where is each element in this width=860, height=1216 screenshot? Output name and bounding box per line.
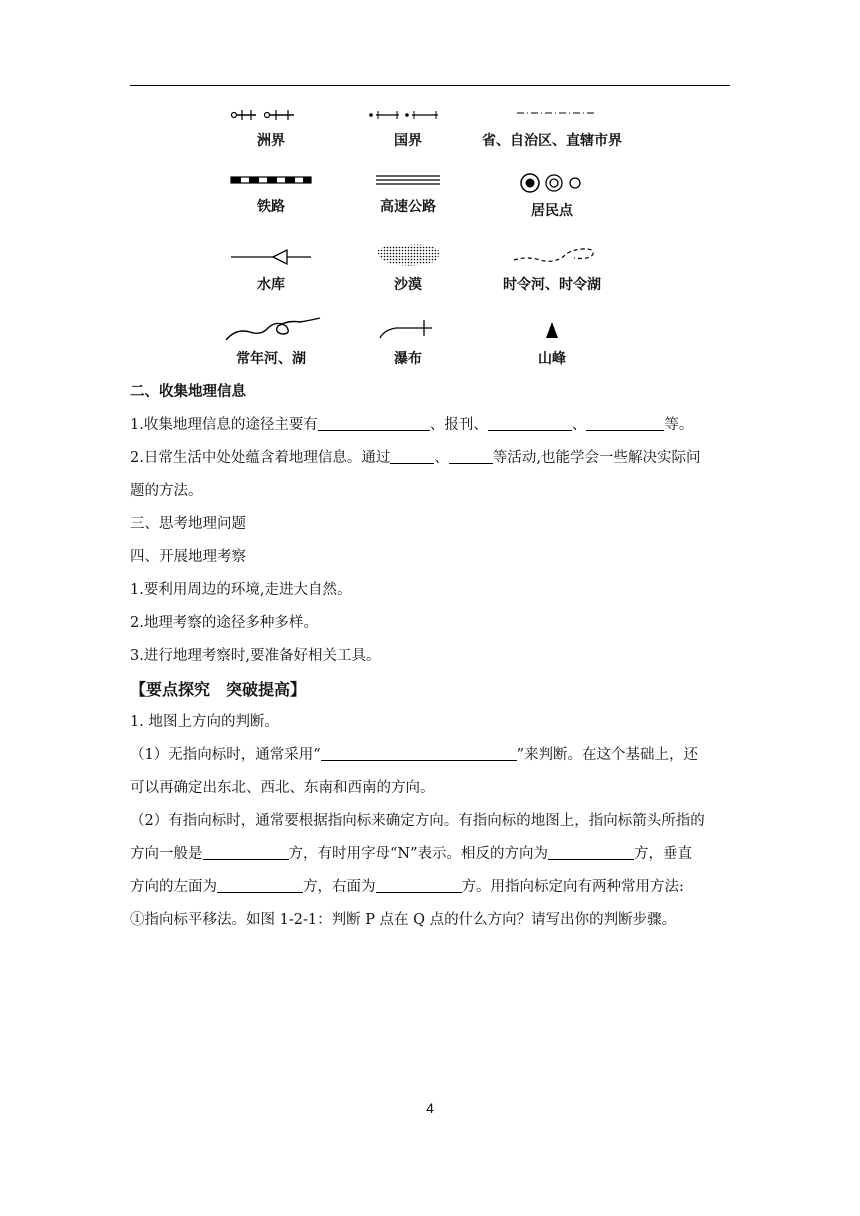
legend-settlement [462,170,642,220]
paragraph-2-line3 [130,871,732,904]
text: 方。用指向标定向有两种常用方法: [461,879,684,895]
question-1 [130,409,732,442]
railway-symbol [221,170,321,192]
legend-provincial-boundary [462,104,642,150]
reservoir-symbol [221,244,321,270]
text: 等活动,也能学会一些解决实际问 [492,450,701,466]
paragraph-3: ①指向标平移法。如图 1-2-1：判断 P 点在 Q 点的什么方向？请写出你的判断步骤。 [130,912,677,928]
answer-blank[interactable] [586,414,664,431]
legend-peak [462,314,642,368]
text: 方，垂直 [634,846,693,862]
answer-blank[interactable] [390,447,434,464]
text: （1）无指向标时，通常采用“ [130,747,321,763]
paragraph-1-cont: 可以再确定出东北、西北、东南和西南的方向。 [130,780,435,796]
settlement-symbol [512,170,592,196]
answer-blank[interactable] [548,843,634,860]
survey-item-2: 2.地理考察的途径多种多样。 [130,615,318,631]
text: 方向的左面为 [130,879,217,895]
survey-item-1: 1.要利用周边的环境,走进大自然。 [130,582,352,598]
answer-blank[interactable] [488,414,572,431]
legend-label: 瀑布 [394,351,422,367]
answer-blank[interactable] [318,414,430,431]
text: 、报刊、 [429,417,488,433]
provincial-boundary-symbol [492,104,612,126]
text: 2.日常生活中处处蕴含着地理信息。通过 [130,450,391,466]
legend-seasonal-river-lake [462,240,642,294]
waterfall-symbol [368,314,448,344]
answer-blank[interactable] [449,447,493,464]
peak-symbol [512,314,592,344]
section-heading-survey: 四、开展地理考察 [130,549,246,565]
text: 、 [434,450,449,466]
paragraph-2-line2 [130,838,732,871]
text: 、 [571,417,587,433]
legend-label: 山峰 [538,351,566,367]
section-collect-info [130,376,732,937]
expressway-symbol [368,170,448,192]
answer-blank[interactable] [376,876,462,893]
text: ”来判断。在这个基础上，还 [516,747,699,763]
text: 方，右面为 [303,879,376,895]
text: 方，有时用字母“N”表示。相反的方向为 [288,846,549,862]
question-2 [130,442,732,475]
section-heading-think: 三、思考地理问题 [130,516,246,532]
paragraph-1 [130,739,732,772]
continent-boundary-symbol [226,104,316,126]
legend-label: 时令河、时令湖 [503,277,601,293]
desert-symbol [368,240,448,270]
answer-blank[interactable] [217,876,303,893]
page-number: 4 [426,1100,434,1116]
legend-label: 省、自治区、直辖市界 [482,133,622,149]
legend-label: 洲界 [257,133,285,149]
text: 等。 [664,417,694,433]
legend-label: 常年河、湖 [236,351,306,367]
seasonal-river-lake-symbol [502,240,602,270]
legend-label: 居民点 [531,203,573,219]
survey-item-3: 3.进行地理考察时,要准备好相关工具。 [130,648,381,664]
perennial-river-lake-symbol [216,314,326,344]
section-heading: 二、收集地理信息 [130,384,246,400]
legend-label: 高速公路 [380,199,436,215]
text: 1.收集地理信息的途径主要有 [130,417,318,433]
answer-blank[interactable] [203,843,289,860]
legend-label: 国界 [394,133,422,149]
text: 方向一般是 [130,846,203,862]
paragraph-2: （2）有指向标时，通常要根据指向标来确定方向。有指向标的地图上，指向标箭头所指的 [130,813,705,829]
map-legend [0,0,860,380]
key-question-1: 1. 地图上方向的判断。 [130,714,279,730]
answer-blank[interactable] [321,744,517,761]
national-boundary-symbol [363,104,453,126]
legend-label: 铁路 [257,199,285,215]
key-points-heading: 【要点探究 突破提高】 [130,680,307,699]
legend-label: 沙漠 [394,277,422,293]
question-2-cont: 题的方法。 [130,483,203,499]
legend-label: 水库 [257,277,285,293]
